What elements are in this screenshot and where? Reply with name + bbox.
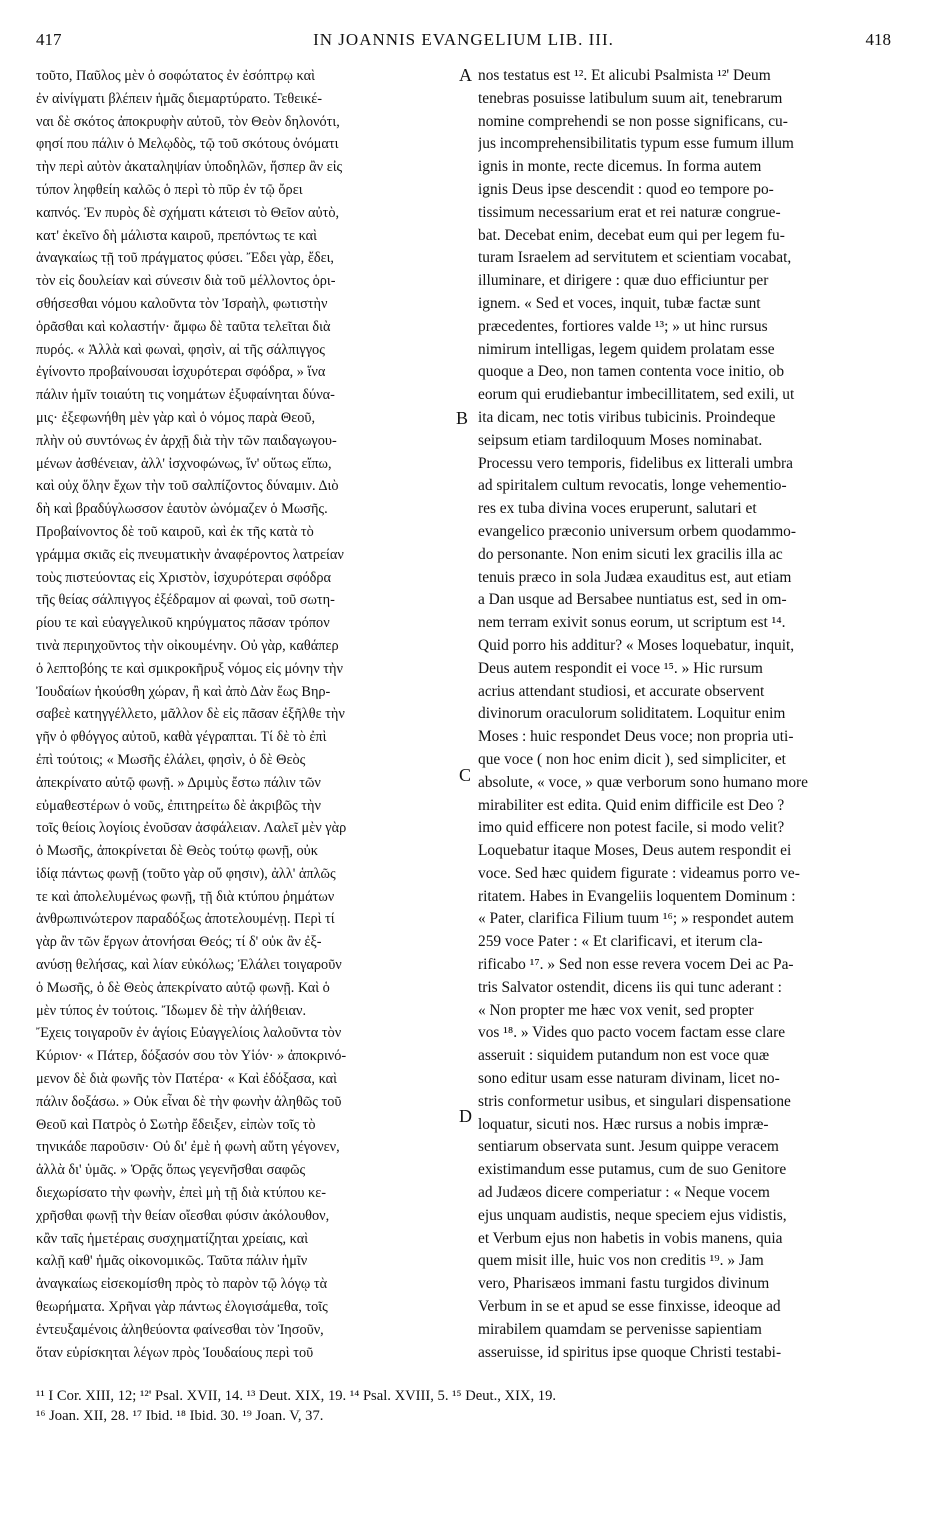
greek-text-line: σαβεὲ κατηγγέλλετο, μᾶλλον δὲ εἰς πᾶσαν ἐξῆλθε τὴν: [36, 706, 345, 723]
greek-text-line: ἀνθρωπινώτερον παραδόξως ἀποτελουμένῃ. Περὶ τί: [36, 911, 335, 928]
greek-text-line: ἀπεκρίνατο αὐτῷ φωνῇ. » Δριμὺς ἔστω πάλιν τῶν: [36, 774, 321, 791]
greek-text-line: τῆς θείας σάλπιγγος ἐξέδραμον αἱ φωναὶ, τοῦ σωτη-: [36, 592, 335, 609]
latin-text-line: Verbum in se et apud se esse finxisse, ideoque ad: [478, 1298, 781, 1316]
greek-text-line: ὁ Μωσῆς, ὁ δὲ Θεὸς ἀπεκρίνατο αὐτῷ φωνῇ. Καὶ ὁ: [36, 979, 330, 996]
latin-text-line: illuminare, et dirigere : quæ duo efficiuntur per: [478, 272, 769, 290]
latin-text-line: ignis Deus ipse descendit : quod eo tempore po-: [478, 180, 774, 198]
greek-text-line: ρίου τε καὶ εὐαγγελικοῦ κηρύγματος πᾶσαν τρόπον: [36, 615, 330, 632]
page-number-right: 418: [865, 30, 891, 49]
latin-text-line: Quid porro his additur? « Moses loquebatur, inquit,: [478, 636, 795, 654]
greek-text-line: μις· ἐξεφωνήθη μὲν γὰρ καὶ ὁ νόμος παρὰ Θεοῦ,: [36, 409, 316, 426]
greek-text-line: γράμμα σκιᾶς εἰς πνευματικὴν ἀναφέροντος λατρείαν: [36, 546, 344, 563]
greek-text-line: τοῖς θείοις λογίοις ἐνοῦσαν ἀσφάλειαν. Λαλεῖ μὲν γὰρ: [36, 820, 347, 837]
latin-text-line: res ex tuba divina voces eruperunt, salutari et: [478, 500, 757, 518]
greek-text-line: ὅταν εὑρίσκηται λέγων πρὸς Ἰουδαίους περὶ τοῦ: [36, 1344, 314, 1361]
footnote-line-1: ¹¹ I Cor. XIII, 12; ¹²' Psal. XVII, 14. ¹³ Deut. XIX, 19. ¹⁴ Psal. XVIII, 5. ¹⁵ Deut., XIX, 19.: [36, 1388, 557, 1404]
greek-text-line: πυρός. « Ἀλλὰ καὶ φωναὶ, φησὶν, αἱ τῆς σάλπιγγος: [36, 341, 325, 358]
greek-text-line: ανύσῃ θελήσας, καὶ λίαν εὐκόλως; Ἐλάλει τοιγαροῦν: [36, 957, 342, 974]
greek-text-line: ἰδίᾳ πάντως φωνῇ (τοῦτο γὰρ οὔ φησιν), ἀλλ' ἁπλῶς: [36, 865, 336, 882]
greek-text-line: ὁρᾶσθαι καὶ κολαστήν· ἄμφω δὲ ταῦτα τελεῖται διὰ: [36, 318, 331, 335]
latin-text-line: loquatur, sicuti nos. Hæc rursus a nobis impræ-: [478, 1115, 769, 1133]
latin-text-line: eorum qui erudiebantur imbecillitatem, sed exili, ut: [478, 386, 795, 404]
latin-text-line: præcedentes, fortiores valde ¹³; » ut hinc rursus: [478, 317, 768, 335]
latin-text-line: stris conformetur usibus, et singulari dispensatione: [478, 1092, 791, 1110]
latin-text-line: ignem. « Sed et voces, inquit, tubæ factæ sunt: [478, 294, 761, 312]
greek-column: [36, 65, 456, 1364]
latin-text-line: nimirum intelligas, legem quidem prolatam esse: [478, 340, 775, 358]
latin-text-line: rificabo ¹⁷. » Sed non esse revera vocem Dei ac Pa-: [478, 956, 794, 974]
latin-text-line: absolute, « voce, » quæ verborum sono humano more: [478, 773, 808, 791]
latin-text-line: Deus autem respondit ei voce ¹⁵. » Hic rursum: [478, 659, 763, 677]
greek-text-line: Θεοῦ καὶ Πατρὸς ὁ Σωτὴρ ἔδειξεν, εἰπὼν τοῖς τὸ: [36, 1116, 316, 1133]
greek-text-line: θεωρήματα. Χρῆναι γὰρ πάντως ἐλογισάμεθα, τοῖς: [36, 1299, 328, 1316]
greek-text-line: ἀλλὰ δι' ὑμᾶς. » Ὁρᾷς ὅπως γεγενῆσθαι σαφῶς: [36, 1162, 306, 1179]
greek-text-line: ἀναγκαίως τῇ τοῦ πράγματος φύσει. Ἔδει γὰρ, ἔδει,: [36, 250, 334, 267]
latin-text-line: vos ¹⁸. » Vides quo pacto vocem factam esse clare: [478, 1024, 786, 1042]
greek-text-line: ἐπὶ τούτοις; « Μωσῆς ἐλάλει, φησὶν, ὁ δὲ Θεὸς: [36, 751, 306, 768]
latin-text-line: tenebras posuisse latibulum suum ait, tenebrarum: [478, 89, 783, 107]
latin-text-line: « Non propter me hæc vox venit, sed propter: [478, 1001, 754, 1019]
latin-text-line: Moses : huic respondet Deus voce; non propria uti-: [478, 728, 794, 746]
latin-text-line: tissimum necessarium erat et rei naturæ congrue-: [478, 203, 781, 221]
latin-text-line: mirabiliter est edita. Quid enim difficile est Deo ?: [478, 796, 785, 814]
greek-text-line: πλὴν οὐ συντόνως ἐν ἀρχῇ διὰ τὴν τῶν παιδαγωγου-: [36, 432, 337, 449]
greek-text-line: γὰρ ἂν τῶν ἔργων ἀτονήσαι Θεός; τί δ' οὐκ ἂν ἐξ-: [36, 934, 322, 951]
margin-letter-c: C: [459, 765, 472, 785]
latin-text-line: asseruisse, id spiritus ipse quoque Christi testabi-: [478, 1343, 782, 1361]
latin-text-line: nos testatus est ¹². Et alicubi Psalmista ¹²' Deum: [478, 67, 771, 84]
latin-text-line: Processu vero temporis, fidelibus ex litterali umbra: [478, 454, 794, 472]
latin-text-line: sentiarum observata sunt. Jesum quippe veracem: [478, 1138, 779, 1156]
latin-text-line: ejus unquam audistis, neque speciem ejus vidistis,: [478, 1206, 787, 1224]
greek-text-line: μὲν τύπος ἐν τούτοις. Ἴδωμεν δὲ τὴν ἀλήθειαν.: [36, 1002, 307, 1019]
latin-text-line: voce. Sed hæc quidem figurate : videamus porro ve-: [478, 864, 800, 882]
greek-text-line: γῆν ὁ φθόγγος αὐτοῦ, καθὰ γέγραπται. Τί δὲ τὸ ἐπὶ: [36, 729, 327, 746]
greek-text-line: κἂν ταῖς ἡμετέραις συσχηματίζηται χρείαις, καὶ: [36, 1230, 309, 1247]
greek-text-line: τὸν εἰς δουλείαν καὶ σύνεσιν διὰ τοῦ μέλλοντος ὁρι-: [36, 273, 336, 290]
latin-text-line: turam Israelem ad servitutem et scientiam vocabat,: [478, 249, 792, 267]
greek-text-line: δὴ καὶ βραδύγλωσσον ἑαυτὸν ὠνόμαζεν ὁ Μωσῆς.: [36, 501, 328, 518]
latin-text-line: quem misit ille, huic vos non creditis ¹⁹. » Jam: [478, 1252, 764, 1270]
greek-text-line: κατ' ἐκεῖνο δὴ μάλιστα καιροῦ, πρεπόντως τε καὶ: [36, 227, 318, 244]
greek-text-line: πάλιν δοξάσω. » Οὐκ εἶναι δὲ τὴν φωνὴν ἀληθῶς τοῦ: [36, 1093, 342, 1110]
greek-text-line: εὐμαθεστέρων ὁ νοῦς, ἐπιτηρείτω δὲ ἀκριβῶς τὴν: [36, 797, 321, 814]
latin-text-line: et Verbum ejus non habetis in vobis manens, quia: [478, 1229, 783, 1247]
latin-text-line: ita dicam, nec totis viribus tubicinis. Proindeque: [478, 408, 776, 426]
latin-text-line: evangelico præconio universum orbem quodammo-: [478, 522, 796, 540]
latin-text-line: sono editur usam esse naturam divinam, licet no-: [478, 1070, 780, 1088]
latin-text-line: que voce ( non hoc enim dicit ), sed simpliciter, et: [478, 750, 786, 768]
margin-letter-a: A: [459, 65, 472, 85]
greek-text-line: μένων ἀσθένειαν, ἀλλ' ἰσχνοφώνως, ἵν' οὕτως εἴπω,: [36, 455, 332, 472]
latin-text-line: 259 voce Pater : « Et clarificavi, et iterum cla-: [478, 933, 763, 951]
greek-text-line: τε καὶ ἀπολελυμένως φωνῇ, τῇ διὰ κτύπου ῥημάτων: [36, 888, 335, 905]
margin-letter-b: B: [456, 408, 469, 428]
latin-text-line: ignis in monte, recte dicemus. In forma autem: [478, 158, 762, 176]
running-header: [36, 30, 891, 54]
latin-text-line: imo quid efficere non potest facile, si modo velit?: [478, 819, 785, 837]
greek-text-line: Κύριον· « Πάτερ, δόξασόν σου τὸν Υἱόν· » ἀποκρινό-: [36, 1048, 347, 1065]
greek-text-line: τινὰ περιηχοῦντος τὴν οἰκουμένην. Οὐ γὰρ, καθάπερ: [36, 637, 339, 654]
latin-text-line: mirabilem quamdam se pervenisse sapientiam: [478, 1320, 762, 1338]
greek-text-line: ναι δὲ σκότος ἀποκρυφὴν αὐτοῦ, τὸν Θεὸν δηλονότι,: [36, 113, 340, 130]
latin-text-line: tenuis præco in sola Judæa exauditus est, aut etiam: [478, 568, 792, 586]
greek-text-line: πάλιν ἡμῖν τοιαύτη τις νοημάτων ἐξυφαίνηται δύνα-: [36, 387, 335, 404]
greek-text-line: ἐν αἰνίγματι βλέπειν ἡμᾶς διεμαρτύρατο. Τεθεικέ-: [36, 90, 323, 107]
latin-text-line: nem terram exivit sonus eorum, ut scriptum est ¹⁴.: [478, 614, 786, 632]
greek-text-line: Ἔχεις τοιγαροῦν ἐν ἁγίοις Εὐαγγελίοις λαλοῦντα τὸν: [36, 1025, 342, 1042]
latin-column: [478, 65, 892, 1364]
latin-text-line: ad Judæos dicere comperiatur : « Neque vocem: [478, 1184, 770, 1202]
greek-text-line: τοῦτο, Παῦλος μὲν ὁ σοφώτατος ἐν ἐσόπτρῳ καὶ: [36, 68, 315, 84]
greek-text-line: ὁ Μωσῆς, ἀποκρίνεται δὲ Θεὸς τούτῳ φωνῇ, οὐκ: [36, 843, 318, 860]
latin-text-line: vero, Pharisæos immani fastu turgidos divinum: [478, 1275, 770, 1293]
latin-text-line: seipsum etiam tardiloquum Moses nominabat.: [478, 431, 763, 449]
greek-text-line: καλῇ καθ' ἡμᾶς οἰκονομικῶς. Ταῦτα πάλιν ἡμῖν: [36, 1253, 308, 1270]
greek-text-line: ὁ λεπτοβόης τε καὶ σμικροκῆρυξ νόμος εἰς μόνην τὴν: [36, 660, 343, 677]
greek-text-line: Ἰουδαίων ἠκούσθη χώραν, ἢ καὶ ἀπὸ Δὰν ἕως Βηρ-: [36, 683, 331, 700]
greek-text-line: ἀναγκαίως εἰσεκομίσθη πρὸς τὸ παρὸν τῷ λόγῳ τὰ: [36, 1276, 328, 1293]
greek-text-line: χρῆσθαι φωνῇ τὴν θείαν οἴεσθαι φύσιν ἀκόλουθον,: [36, 1207, 330, 1224]
greek-text-line: σθήσεσθαι νόμου καλοῦντα τὸν Ἰσραὴλ, φωτιστὴν: [36, 295, 328, 312]
greek-text-line: τηνικάδε παροῦσιν· Οὐ δι' ἐμὲ ἡ φωνὴ αὕτη γέγονεν,: [36, 1139, 340, 1156]
greek-text-line: διεχωρίσατο τὴν φωνὴν, ἐπεὶ μὴ τῇ διὰ κτύπου κε-: [36, 1185, 326, 1202]
latin-text-line: ritatem. Habes in Evangeliis loquentem Dominum :: [478, 887, 796, 905]
margin-letter-d: D: [459, 1106, 472, 1126]
running-title: IN JOANNIS EVANGELIUM LIB. III.: [313, 30, 614, 49]
latin-text-line: nomine comprehendi se non posse significans, cu-: [478, 112, 788, 130]
greek-text-line: καὶ οὐχ ὅλην ἔχων τὴν τοῦ σαλπίζοντος δύναμιν. Διὸ: [36, 478, 339, 495]
greek-text-line: μενον δὲ διὰ φωνῆς τὸν Πατέρα· « Καὶ ἐδόξασα, καὶ: [36, 1071, 337, 1088]
page-number-left: 417: [36, 30, 62, 49]
footnote-line-2: ¹⁶ Joan. XII, 28. ¹⁷ Ibid. ¹⁸ Ibid. 30. ¹⁹ Joan. V, 37.: [36, 1408, 324, 1424]
greek-text-line: Προβαίνοντος δὲ τοῦ καιροῦ, καὶ ἐκ τῆς κατὰ τὸ: [36, 523, 314, 540]
greek-text-line: τύπον ληφθείη καλῶς ὁ περὶ τὸ πῦρ ἐν τῷ ὄρει: [36, 181, 303, 198]
latin-text-line: divinorum oraculorum soliditatem. Loquitur enim: [478, 705, 786, 723]
latin-text-line: acrius attendant studiosi, et accurate observent: [478, 682, 765, 700]
latin-text-line: do personante. Non enim sicuti lex gracilis illa ac: [478, 545, 783, 563]
latin-text-line: quoque a Deo, non tamen contenta voce initio, ob: [478, 363, 785, 381]
latin-text-line: bat. Decebat enim, decebat eum qui per legem fu-: [478, 226, 785, 244]
latin-text-line: tris Salvator ostendit, dicens iis qui tunc aderant :: [478, 978, 782, 996]
greek-text-line: καπνός. Ἐν πυρὸς δὲ σχήματι κάτεισι τὸ Θεῖον αὐτὸ,: [36, 204, 340, 221]
greek-text-line: ἐγίνοντο προβαίνουσαι ἰσχυρότεραι σφόδρα, » ἵνα: [36, 364, 326, 381]
latin-text-line: jus incomprehensibilitatis typum esse fumum illum: [478, 135, 794, 153]
latin-text-line: a Dan usque ad Bersabee nuntiatus est, sed in om-: [478, 591, 787, 609]
latin-text-line: Loquebatur itaque Moses, Deus autem respondit ei: [478, 842, 792, 860]
greek-text-line: τὴν περὶ αὐτὸν ἀκαταληψίαν ὑποδηλῶν, ἥσπερ ἂν εἰς: [36, 159, 343, 176]
greek-text-line: φησί που πάλιν ὁ Μελῳδὸς, τῷ τοῦ σκότους ὀνόματι: [36, 136, 339, 153]
latin-text-line: asseruit : siquidem putandum non est voce quæ: [478, 1047, 770, 1065]
greek-text-line: ἐντευξαμένοις ἀληθεύοντα φαίνεσθαι τὸν Ἰησοῦν,: [36, 1321, 324, 1338]
greek-text-line: τοὺς πιστεύοντας εἰς Χριστὸν, ἰσχυρότεραι σφόδρα: [36, 569, 332, 586]
latin-text-line: « Pater, clarifica Filium tuum ¹⁶; » respondet autem: [478, 910, 794, 928]
latin-text-line: ad spiritalem cultum revocatis, longe vehementio-: [478, 477, 787, 495]
latin-text-line: existimandum esse putamus, cum de suo Genitore: [478, 1161, 787, 1179]
